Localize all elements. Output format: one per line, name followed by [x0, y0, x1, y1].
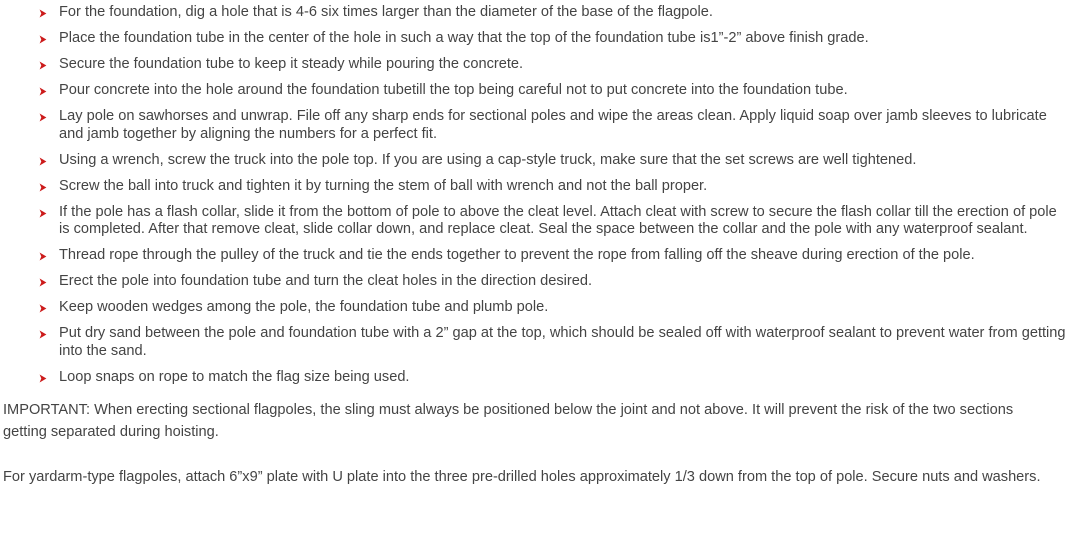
- chevron-right-icon: [39, 4, 49, 22]
- chevron-right-icon: [39, 247, 49, 265]
- step-text: Lay pole on sawhorses and unwrap. File off any sharp ends for sectional poles and wipe the areas clean. Apply liquid soap over jamb sleeves to lubricate and jamb together by aligning the numbers for a perfect fit.: [59, 108, 1047, 142]
- chevron-right-icon: [39, 299, 49, 317]
- list-item: [0, 247, 1069, 265]
- chevron-right-icon: [39, 82, 49, 100]
- list-item: [0, 56, 1069, 74]
- chevron-right-icon: [39, 56, 49, 74]
- list-item: [0, 108, 1069, 143]
- chevron-right-icon: [39, 30, 49, 48]
- step-text: Erect the pole into foundation tube and turn the cleat holes in the direction desired.: [59, 273, 593, 289]
- step-text: For the foundation, dig a hole that is 4-6 six times larger than the diameter of the base of the flagpole.: [59, 4, 713, 20]
- list-item: [0, 152, 1069, 170]
- step-text: Thread rope through the pulley of the truck and tie the ends together to prevent the rope from falling off the sheave during erection of the pole.: [59, 247, 975, 263]
- chevron-right-icon: [39, 108, 49, 126]
- step-text: Put dry sand between the pole and foundation tube with a 2” gap at the top, which should be sealed off with waterproof sealant to prevent water from getting into the sand.: [59, 325, 1066, 359]
- step-text: Loop snaps on rope to match the flag size being used.: [59, 368, 410, 385]
- list-item: [0, 204, 1069, 239]
- chevron-right-icon: [39, 178, 49, 196]
- important-note: IMPORTANT: When erecting sectional flagpoles, the sling must always be positioned below the joint and not above. It will prevent the risk of the two sections getting separated during hoisting.: [3, 402, 1014, 440]
- list-item: [0, 30, 1069, 48]
- chevron-right-icon: [39, 273, 49, 291]
- chevron-right-icon: [39, 152, 49, 170]
- chevron-right-icon: [39, 325, 49, 343]
- step-text: Secure the foundation tube to keep it steady while pouring the concrete.: [59, 56, 524, 72]
- yardarm-note: For yardarm-type flagpoles, attach 6”x9” plate with U plate into the three pre-drilled holes approximately 1/3 down from the top of pole. Secure nuts and washers.: [3, 469, 1041, 485]
- step-text: Pour concrete into the hole around the foundation tubetill the top being careful not to put concrete into the foundation tube.: [59, 82, 848, 98]
- step-text: Using a wrench, screw the truck into the pole top. If you are using a cap-style truck, make sure that the set screws are well tightened.: [59, 151, 917, 168]
- step-text: Place the foundation tube in the center of the hole in such a way that the top of the foundation tube is1”-2” above finish grade.: [59, 30, 869, 46]
- list-item: [0, 82, 1069, 100]
- step-text: Keep wooden wedges among the pole, the foundation tube and plumb pole.: [59, 299, 549, 315]
- chevron-right-icon: [39, 204, 49, 222]
- list-item: [0, 4, 1069, 22]
- list-item: [0, 273, 1069, 291]
- step-text: Screw the ball into truck and tighten it by turning the stem of ball with wrench and not the ball proper.: [59, 177, 708, 194]
- list-item: [0, 325, 1069, 360]
- list-item: [0, 369, 1069, 387]
- chevron-right-icon: [39, 369, 49, 387]
- step-text: If the pole has a flash collar, slide it from the bottom of pole to above the cleat level. Attach cleat with screw to secure the flash collar till the erection of pole is completed. After that remove cleat, slide collar down, and replace cleat. Seal the space between the collar and the pole with any waterproof sealant.: [59, 203, 1057, 237]
- list-item: [0, 178, 1069, 196]
- list-item: [0, 299, 1069, 317]
